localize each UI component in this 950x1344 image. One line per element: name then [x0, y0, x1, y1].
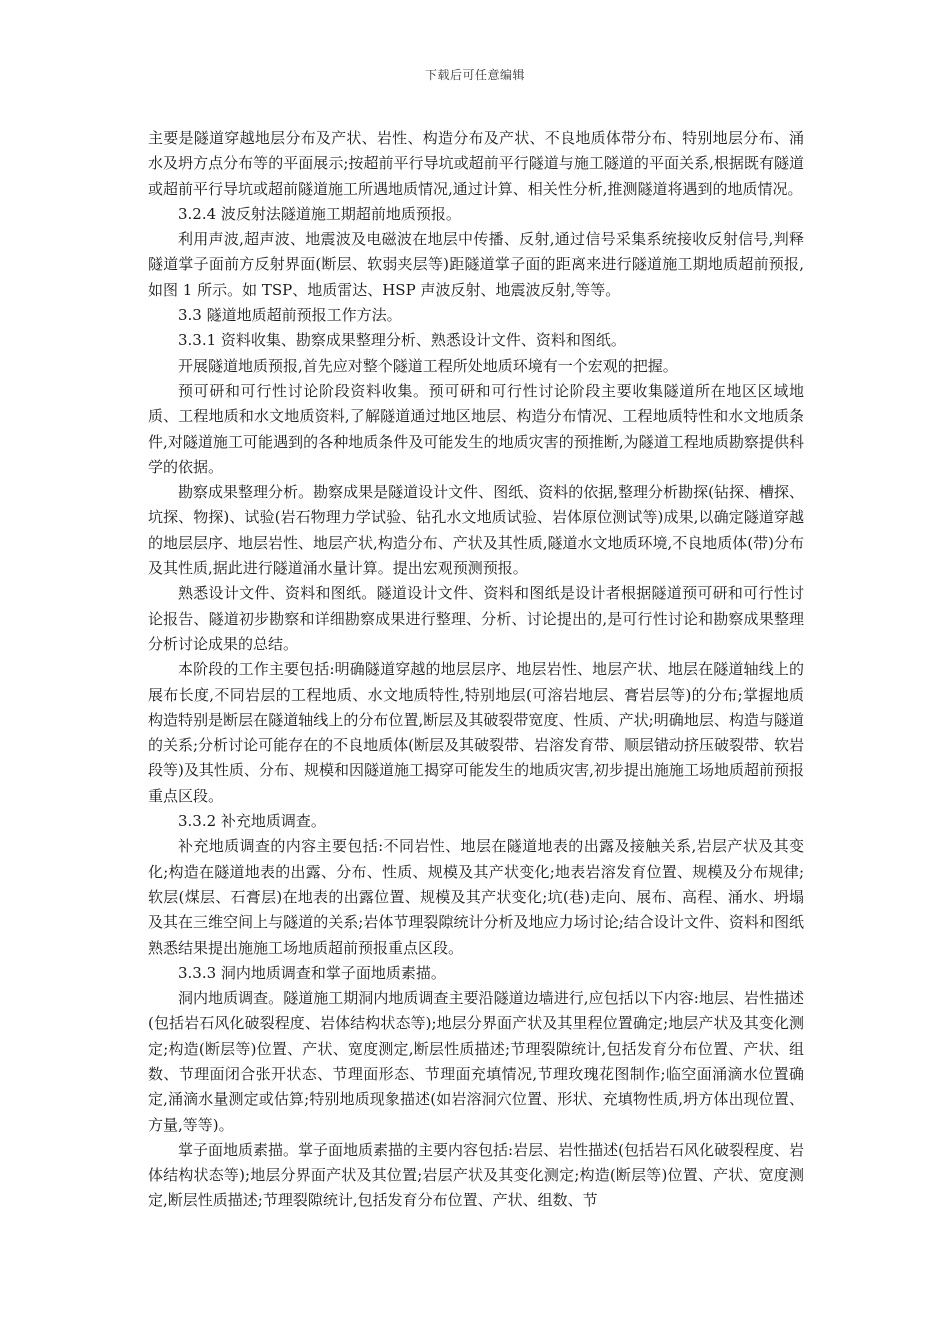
paragraph: 预可研和可行性讨论阶段资料收集。预可研和可行性讨论阶段主要收集隧道所在地区区域地质、工程地质和水文地质资料,了解隧道通过地区地层、构造分布情况、工程地质特性和水文地质条件,对隧道施工可能遇到的各种地质条件及可能发生的地质灾害的预推断,为隧道工程地质勘察提供科学的依据。	[148, 381, 804, 476]
section-heading-3-3: 3.3 隧道地质超前预报工作方法。	[178, 306, 402, 325]
document-body	[148, 126, 804, 1214]
paragraph: 洞内地质调查。隧道施工期洞内地质调查主要沿隧道边墙进行,应包括以下内容:地层、岩性描述(包括岩石风化破裂程度、岩体结构状态等);地层分界面产状及其里程位置确定;地层产状及其变化测定;构造(断层等)位置、产状、宽度测定,断层性质描述;节理裂隙统计,包括发育分布位置、产状、组数、节理面闭合张开状态、节理面形态、节理面充填情况,节理玫瑰花图制作;临空面涌滴水位置确定,涌滴水量测定或估算;特别地质现象描述(如岩溶洞穴位置、形状、充填物性质,坍方体出现位置、方量,等等)。	[148, 989, 804, 1134]
paragraph: 勘察成果整理分析。勘察成果是隧道设计文件、图纸、资料的依据,整理分析勘探(钻探、槽探、坑探、物探)、试验(岩石物理力学试验、钻孔水文地质试验、岩体原位测试等)成果,以确定隧道穿越的地层层序、地层岩性、地层产状,构造分布、产状及其性质,隧道水文地质环境,不良地质体(带)分布及其性质,据此进行隧道涌水量计算。提出宏观预测预报。	[148, 483, 805, 578]
paragraph: 开展隧道地质预报,首先应对整个隧道工程所处地质环境有一个宏观的把握。	[178, 356, 678, 375]
paragraph: 补充地质调查的内容主要包括:不同岩性、地层在隧道地表的出露及接触关系,岩层产状及其变化;构造在隧道地表的出露、分布、性质、规模及其产状变化;地表岩溶发育位置、规模及分布规律;软层(煤层、石膏层)在地表的出露位置、规模及其产状变化;坑(巷)走向、展布、高程、涌水、坍塌及其在三维空间上与隧道的关系;岩体节理裂隙统计分析及地应力场讨论;结合设计文件、资料和图纸熟悉结果提出施施工场地质超前预报重点区段。	[148, 837, 804, 957]
section-heading-3-2-4: 3.2.4 波反射法隧道施工期超前地质预报。	[178, 204, 461, 223]
paragraph: 熟悉设计文件、资料和图纸。隧道设计文件、资料和图纸是设计者根据隧道预可研和可行性讨论报告、隧道初步勘察和详细勘察成果进行整理、分析、讨论提出的,是可行性讨论和勘察成果整理分析讨论成果的总结。	[148, 584, 804, 653]
section-heading-3-3-2: 3.3.2 补充地质调查。	[178, 812, 326, 831]
section-heading-3-3-1: 3.3.1 资料收集、勘察成果整理分析、熟悉设计文件、资料和图纸。	[178, 331, 626, 350]
page-header: 下载后可任意编辑	[424, 68, 525, 82]
paragraph-continuation: 主要是隧道穿越地层分布及产状、岩性、构造分布及产状、不良地质体带分布、特别地层分布、涌水及坍方点分布等的平面展示;按超前平行导坑或超前平行隧道与施工隧道的平面关系,根据既有隧道或超前平行导坑或超前隧道施工所遇地质情况,通过计算、相关性分析,推测隧道将遇到的地质情况。	[148, 129, 804, 198]
paragraph: 利用声波,超声波、地震波及电磁波在地层中传播、反射,通过信号采集系统接收反射信号,判释隧道掌子面前方反射界面(断层、软弱夹层等)距隧道掌子面的距离来进行隧道施工期地质超前预报,如图 1 所示。如 TSP、地质雷达、HSP 声波反射、地震波反射,等等。	[148, 230, 804, 299]
section-heading-3-3-3: 3.3.3 洞内地质调查和掌子面地质素描。	[178, 963, 446, 982]
paragraph: 掌子面地质素描。掌子面地质素描的主要内容包括:岩层、岩性描述(包括岩石风化破裂程度、岩体结构状态等);地层分界面产状及其位置;岩层产状及其变化测定;构造(断层等)位置、产状、宽度测定,断层性质描述;节理裂隙统计,包括发育分布位置、产状、组数、节	[148, 1140, 804, 1210]
paragraph: 本阶段的工作主要包括:明确隧道穿越的地层层序、地层岩性、地层产状、地层在隧道轴线上的展布长度,不同岩层的工程地质、水文地质特性,特别地层(可溶岩地层、膏岩层等)的分布;掌握地质构造特别是断层在隧道轴线上的分布位置,断层及其破裂带宽度、性质、产状;明确地层、构造与隧道的关系;分析讨论可能存在的不良地质体(断层及其破裂带、岩溶发育带、顺层错动挤压破裂带、软岩段等)及其性质、分布、规模和因隧道施工揭穿可能发生的地质灾害,初步提出施施工场地质超前预报重点区段。	[148, 660, 804, 805]
